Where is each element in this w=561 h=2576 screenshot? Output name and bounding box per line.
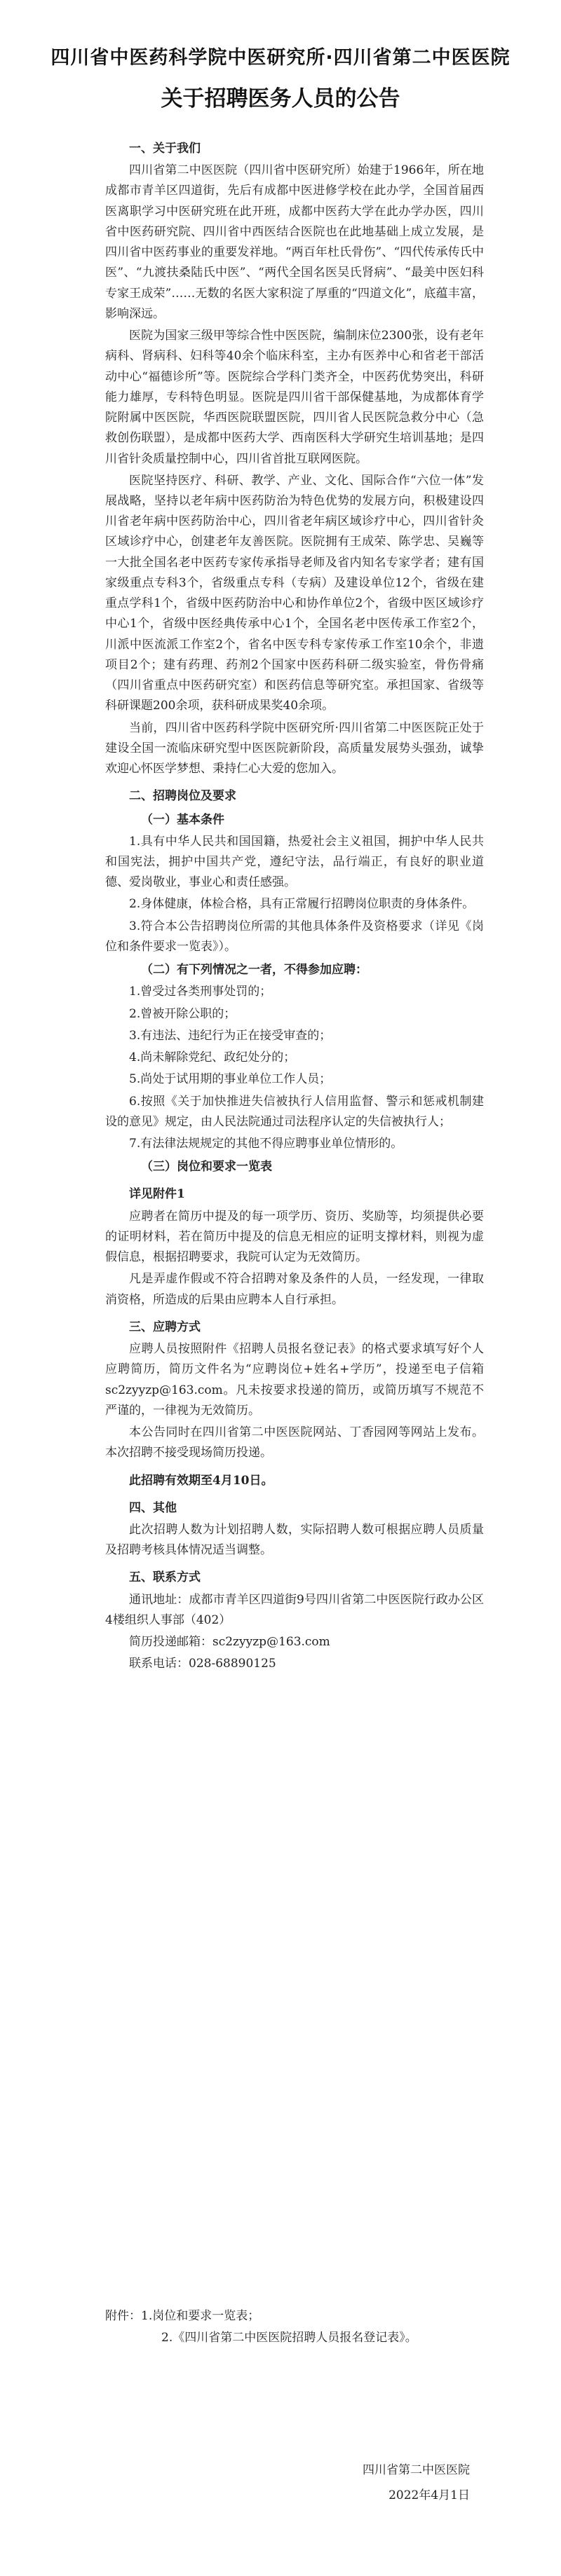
exclusion-item: 7.有法律法规规定的其他不得应聘事业单位情形的。 xyxy=(129,1137,403,1151)
notice-header xyxy=(0,42,561,112)
exclusion-item: 2.曾被开除公职的； xyxy=(129,1006,236,1021)
exclusion-item: 6.按照《关于加快推进失信被执行人信用监督、警示和惩戒机制建设的意见》规定，由人民法院通过司法程序认定的失信被执行人； xyxy=(105,1094,484,1129)
about-paragraph: 医院坚持医疗、科研、教学、产业、文化、国际合作“六位一体”发展战略，坚持以老年病中医药防治为特色优势的发展方向，积极建设四川省老年病中医药防治中心，四川省老年病区域诊疗中心，四川省针灸区域诊疗中心，创建老年友善医院。医院拥有王成荣、陈学忠、吴巍等一大批全国名老中医药专家传承指导老师及省内知名专家学者；建有国家级重点专科3个，省级重点专科（专病）及建设单位12个，省级在建重点学科1个，省级中医药防治中心和协作单位2个，省级中医区域诊疗中心1个，省级中医经典传承中心1个，全国名老中医传承工作室2个，川派中医流派工作室2个，省名中医专科专家传承工作室10余个，非遗项目2个；建有药理、药剂2个国家中医药科研二级实验室，骨伤骨痛（四川省重点中医药研究室）和医药信息等研究室。承担国家、省级等科研课题200余项，获科研成果奖40余项。 xyxy=(105,473,484,713)
exclusion-item: 1.曾受过各类刑事处罚的； xyxy=(129,985,272,999)
contact-email: 简历投递邮箱：sc2zyyzp@163.com xyxy=(129,1635,330,1650)
attachments-label: 附件： xyxy=(105,2309,141,2323)
about-paragraph: 医院为国家三级甲等综合性中医医院，编制床位2300张，设有老年病科、肾病科、妇科等40余个临床科室，主办有医养中心和省老干部活动中心“福德诊所”等。医院综合学科门类齐全，中医药优势突出，科研能力雄厚，专科特色明显。医院是四川省干部保健基地，为成都体育学院附属中医医院，华西医院联盟医院，四川省人民医院急救分中心（急救创伤联盟），是成都中医药大学、西南医科大学研究生培训基地；是四川省针灸质量控制中心，四川省首批互联网医院。 xyxy=(105,329,484,466)
section-about-heading: 一、关于我们 xyxy=(129,142,201,156)
about-paragraph: 当前，四川省中医药科学院中医研究所·四川省第二中医医院正处于建设全国一流临床研究型中医医院新阶段，高质量发展势头强劲，诚挚欢迎心怀医学梦想、秉持仁心大爱的您加入。 xyxy=(105,720,484,776)
signature-org: 四川省第二中医医院 xyxy=(363,2463,470,2477)
basic-condition-item: 1.具有中华人民共和国国籍，热爱社会主义祖国，拥护中华人民共和国宪法，拥护中国共产党，遵纪守法，品行端正，有良好的职业道德、爱岗敬业，事业心和责任感强。 xyxy=(105,834,484,890)
section-contact-heading: 五、联系方式 xyxy=(129,1570,201,1585)
signature-block xyxy=(330,2458,470,2508)
section-other-heading: 四、其他 xyxy=(129,1500,177,1515)
about-paragraph: 四川省第二中医医院（四川省中医研究所）始建于1966年，所在地成都市青羊区四道街，先后有成都中医进修学校在此办学，全国首届西医离职学习中医研究班在此开班，成都中医药大学在此办学办医，四川省中医药研究院、四川省中西医结合医院也在此地基础上成立发展，是四川省中医药事业的重要发祥地。“两百年杜氏骨伤”、“四代传承传氏中医”、“九渡扶桑陆氏中医”、“两代全国名医吴氏肾病”、“最美中医妇科专家王成荣”……无数的名医大家积淀了厚重的“四道文化”，底蕴丰富，影响深远。 xyxy=(105,163,484,321)
fraud-paragraph: 凡是弄虚作假或不符合招聘对象及条件的人员，一经发现，一律取消资格，所造成的后果由应聘本人自行承担。 xyxy=(105,1272,484,1307)
exclusion-item: 3.有违法、违纪行为正在接受审查的； xyxy=(129,1028,332,1043)
attachment-item: 1.岗位和要求一览表； xyxy=(141,2309,260,2323)
attachment-item: 2.《四川省第二中医医院招聘人员报名登记表》。 xyxy=(161,2330,417,2345)
position-list-detail: 详见附件1 xyxy=(129,1187,185,1202)
apply-paragraph: 应聘人员按照附件《招聘人员报名登记表》的格式要求填写好个人应聘简历，简历文件名为“应聘岗位+姓名+学历”，投递至电子信箱 sc2zyyzp@163.com。凡未按要求投递的简历，或简历填写不规范不严谨的，一律视为无效简历。 xyxy=(105,1342,484,1418)
signature-date: 2022年4月1日 xyxy=(388,2488,470,2502)
notice-body xyxy=(105,132,484,1676)
exclusion-heading: （二）有下列情况之一者，不得参加应聘： xyxy=(141,963,367,978)
other-paragraph: 此次招聘人数为计划招聘人数，实际招聘人数可根据应聘人员质量及招聘考核具体情况适当调整。 xyxy=(105,1523,484,1558)
deadline-text: 此招聘有效期至4月10日。 xyxy=(129,1473,273,1488)
apply-paragraph: 本公告同时在四川省第二中医医院网站、丁香园网等网站上发布。本次招聘不接受现场简历投递。 xyxy=(105,1425,484,1460)
contact-address: 通讯地址：成都市青羊区四道街9号四川省第二中医医院行政办公区4楼组织人事部（402） xyxy=(105,1592,484,1627)
section-positions-heading: 二、招聘岗位及要求 xyxy=(129,789,236,804)
notice-title: 关于招聘医务人员的公告 xyxy=(161,86,400,111)
truthfulness-paragraph: 应聘者在简历中提及的每一项学历、资历、奖励等，均须提供必要的证明材料，若在简历中提及的信息无相应的证明支撑材料，则视为虚假信息，根据招聘要求，我院可认定为无效简历。 xyxy=(105,1209,484,1265)
exclusion-item: 4.尚未解除党纪、政纪处分的； xyxy=(129,1050,296,1065)
institution-title: 四川省中医药科学院中医研究所·四川省第二中医医院 xyxy=(50,47,511,69)
basic-condition-item: 3.符合本公告招聘岗位所需的其他具体条件及资格要求（详见《岗位和条件要求一览表》）。 xyxy=(105,919,484,954)
contact-phone: 联系电话：028-68890125 xyxy=(129,1657,276,1671)
basic-condition-item: 2.身体健康，体检合格，具有正常履行招聘岗位职责的身体条件。 xyxy=(129,897,475,912)
basic-conditions-heading: （一）基本条件 xyxy=(141,812,224,827)
attachments-block xyxy=(105,2306,484,2348)
position-list-heading: （三）岗位和要求一览表 xyxy=(141,1160,272,1174)
exclusion-item: 5.尚处于试用期的事业单位工作人员； xyxy=(129,1072,332,1087)
section-apply-heading: 三、应聘方式 xyxy=(129,1320,201,1334)
